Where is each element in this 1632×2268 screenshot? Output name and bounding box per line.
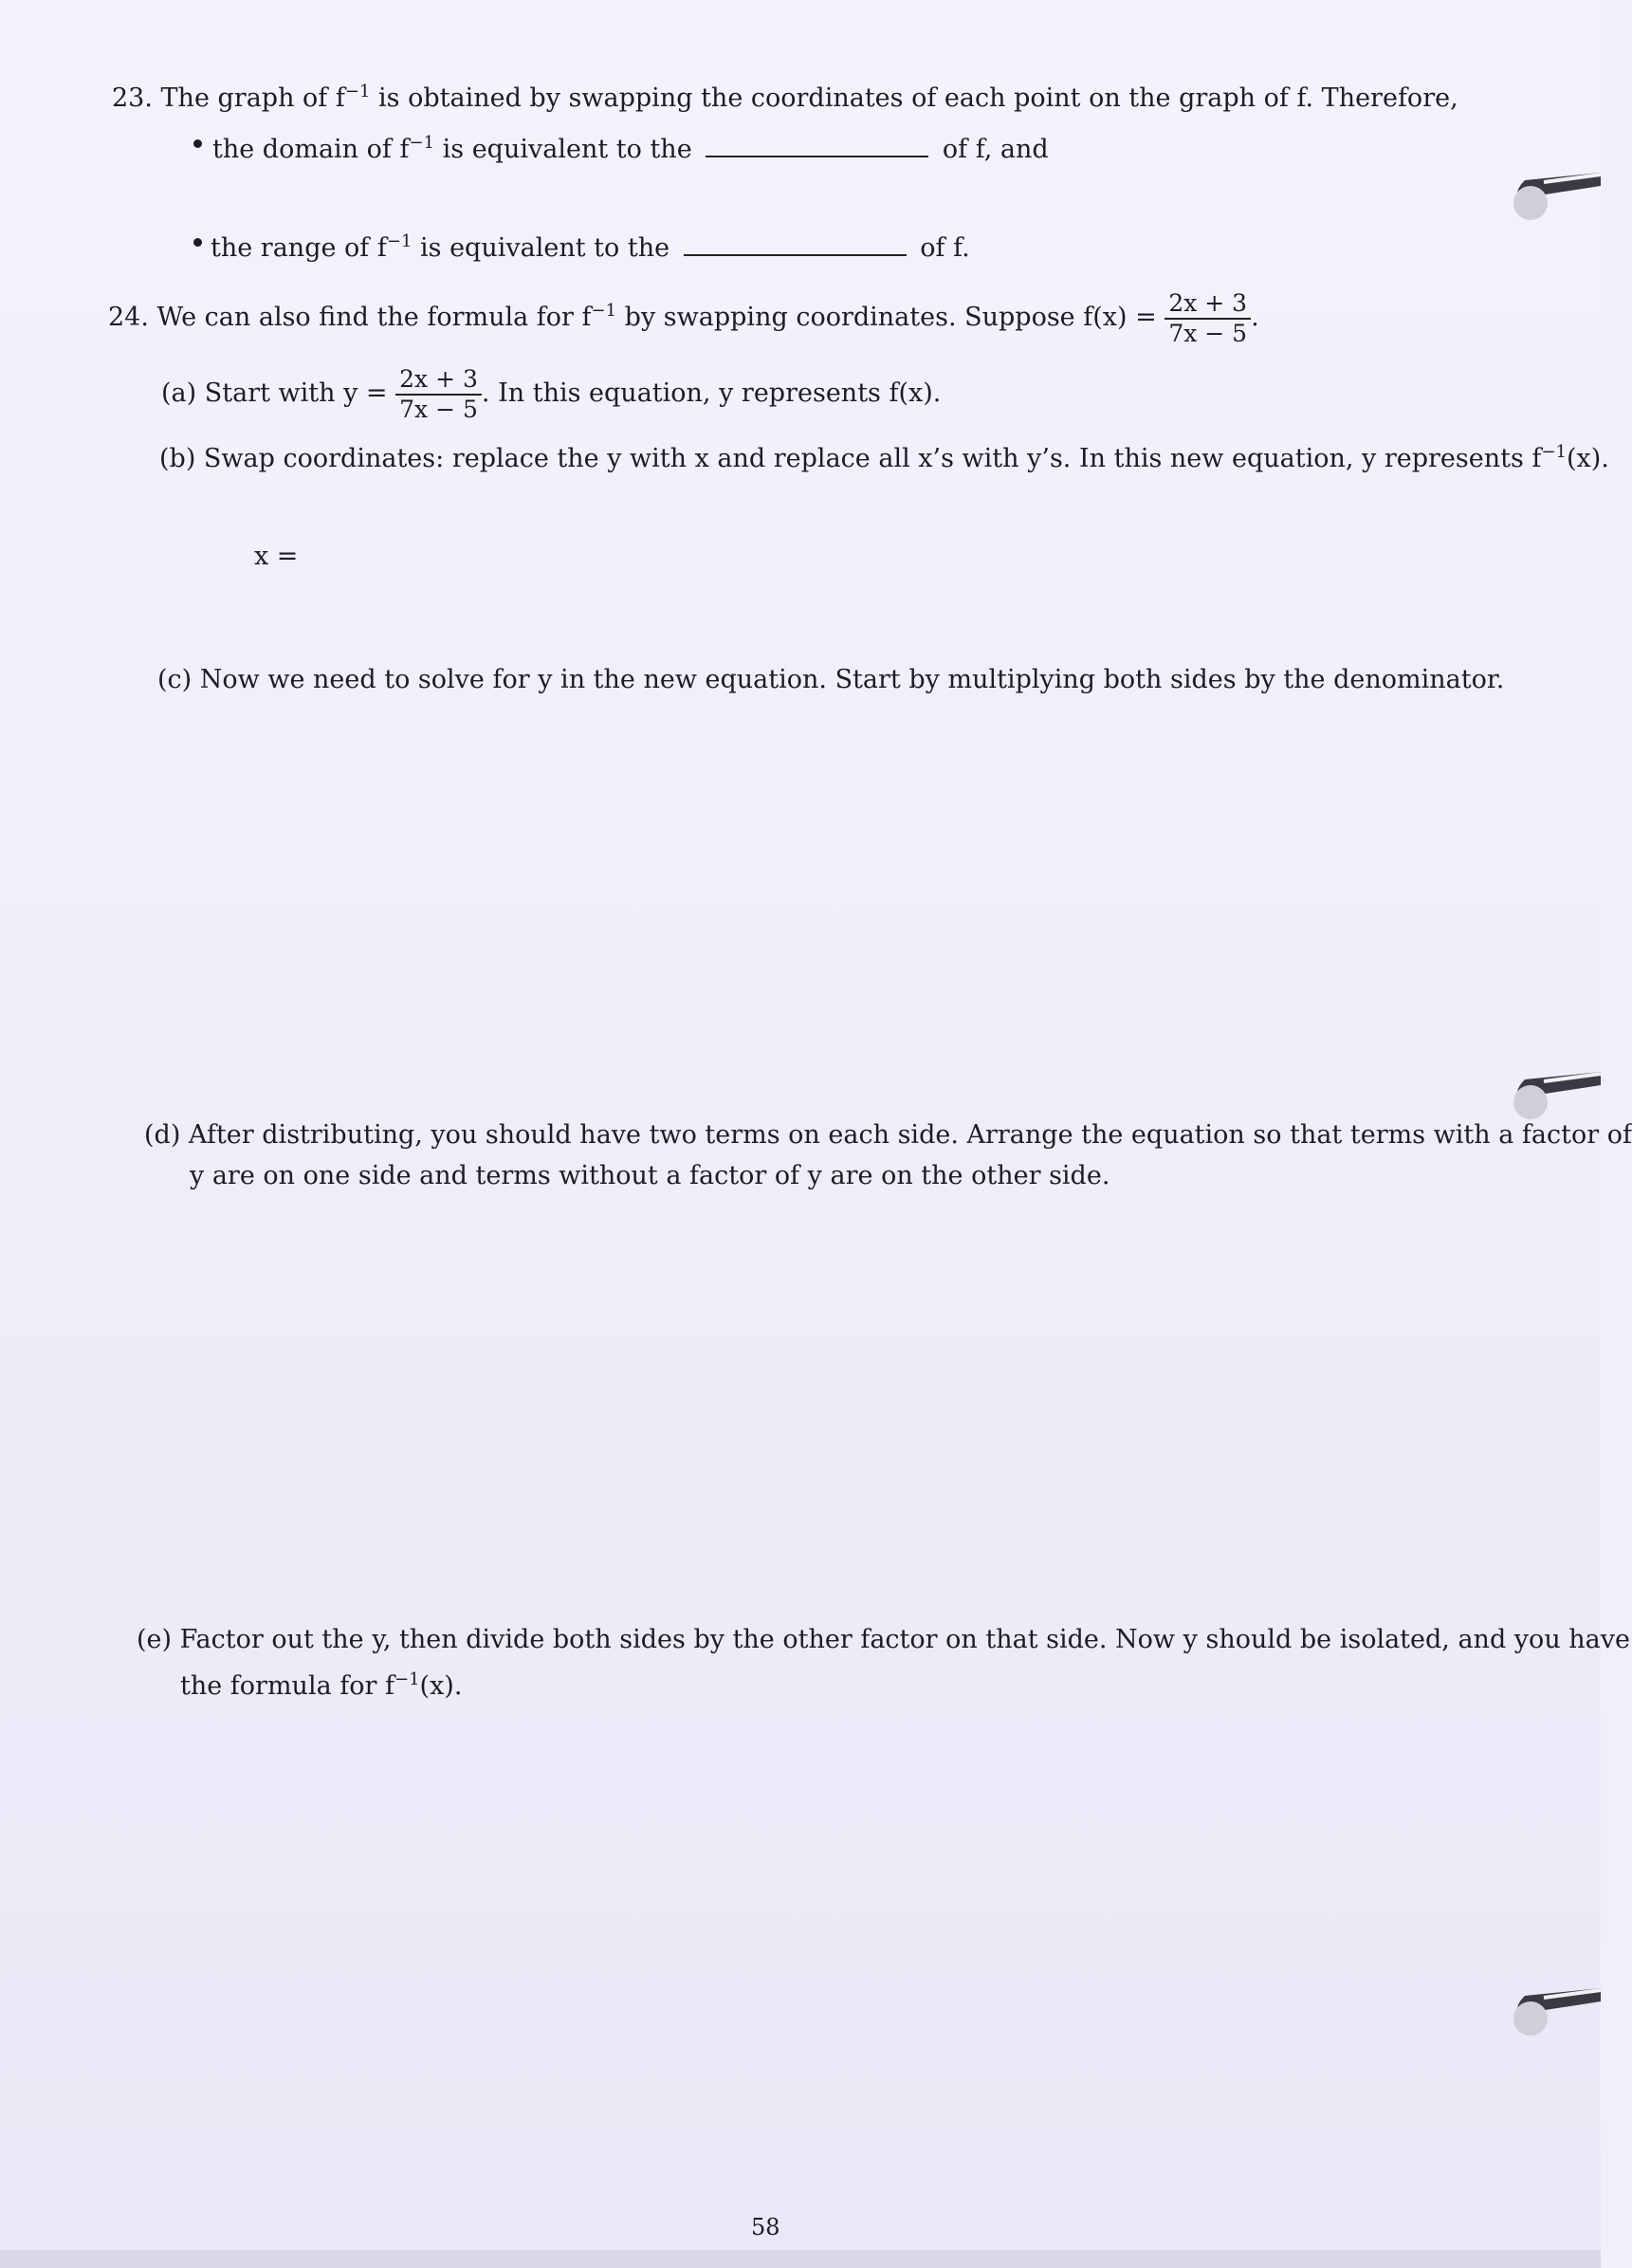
- part-a-tail: . In this equation, y represents f(x).: [481, 378, 942, 408]
- domain-sup: −1: [409, 133, 435, 153]
- part-e-text-a: the formula for f: [180, 1671, 394, 1701]
- q24-part-e-line2: [180, 1664, 462, 1703]
- q23-stem: [112, 76, 1458, 115]
- range-text-c: of f.: [920, 233, 970, 263]
- q24-stem-sup: −1: [591, 301, 617, 321]
- q24-frac-denominator: 7x − 5: [1168, 319, 1248, 347]
- bullet-range: [193, 238, 202, 247]
- q23-bullet-domain: [212, 127, 1049, 166]
- binder-ring-bottom: [1496, 1986, 1601, 2043]
- q23-stem-a: The graph of f: [160, 83, 345, 113]
- part-a-lead: (a) Start with y =: [161, 378, 388, 408]
- q24-part-d-line2: y are on one side and terms without a factor of y are on the other side.: [190, 1161, 1110, 1190]
- part-a-frac-numerator: 2x + 3: [395, 365, 482, 396]
- bullet-domain: [193, 139, 202, 148]
- x-equals-label: x =: [254, 542, 299, 571]
- q23-stem-sup: −1: [344, 82, 371, 101]
- q24-stem-end: .: [1251, 303, 1259, 332]
- part-e-text-b: (x).: [419, 1671, 463, 1701]
- domain-text-b: is equivalent to the: [434, 135, 692, 164]
- q23-stem-b: is obtained by swapping the coordinates of each point on the graph of f. Therefore,: [370, 83, 1458, 113]
- q23-number: 23.: [112, 83, 153, 113]
- q24-part-e-line1: (e) Factor out the y, then divide both sides by the other factor on that side. Now y should be isolated, and you have: [137, 1625, 1631, 1654]
- part-b-sup: −1: [1541, 442, 1567, 462]
- range-text-b: is equivalent to the: [412, 233, 670, 263]
- domain-text-a: the domain of f: [212, 135, 410, 164]
- domain-text-c: of f, and: [942, 135, 1049, 164]
- q24-part-c: (c) Now we need to solve for y in the new equation. Start by multiplying both sides by the denominator.: [157, 665, 1505, 694]
- part-b-text-a: (b) Swap coordinates: replace the y with x and replace all x’s with y’s. In this new equation, y represents f: [159, 444, 1542, 473]
- q24-part-b: [159, 436, 1609, 475]
- q24-frac-numerator: 2x + 3: [1164, 289, 1251, 320]
- binder-ring-middle: [1496, 1070, 1601, 1127]
- range-text-a: the range of f: [211, 233, 387, 263]
- part-a-fraction: [395, 365, 482, 424]
- domain-answer-blank[interactable]: [706, 156, 928, 157]
- range-sup: −1: [386, 231, 413, 251]
- q24-part-a: [161, 362, 941, 425]
- desk-edge: [0, 2250, 1601, 2268]
- binder-ring-top: [1496, 171, 1601, 228]
- q23-bullet-range: [211, 226, 970, 265]
- q24-fraction: [1164, 289, 1251, 348]
- q24-stem: [108, 280, 1259, 349]
- part-e-sup: −1: [394, 1669, 420, 1689]
- part-b-text-b: (x).: [1566, 444, 1609, 473]
- q24-stem-a: We can also find the formula for f: [156, 303, 592, 332]
- page-number: 58: [751, 2214, 780, 2240]
- q24-part-d-line1: (d) After distributing, you should have two terms on each side. Arrange the equation so that terms with a factor of: [144, 1120, 1632, 1150]
- range-answer-blank[interactable]: [684, 254, 907, 256]
- q24-stem-b: by swapping coordinates. Suppose f(x) =: [616, 303, 1157, 332]
- part-a-frac-denominator: 7x − 5: [399, 395, 478, 423]
- q24-number: 24.: [108, 303, 149, 332]
